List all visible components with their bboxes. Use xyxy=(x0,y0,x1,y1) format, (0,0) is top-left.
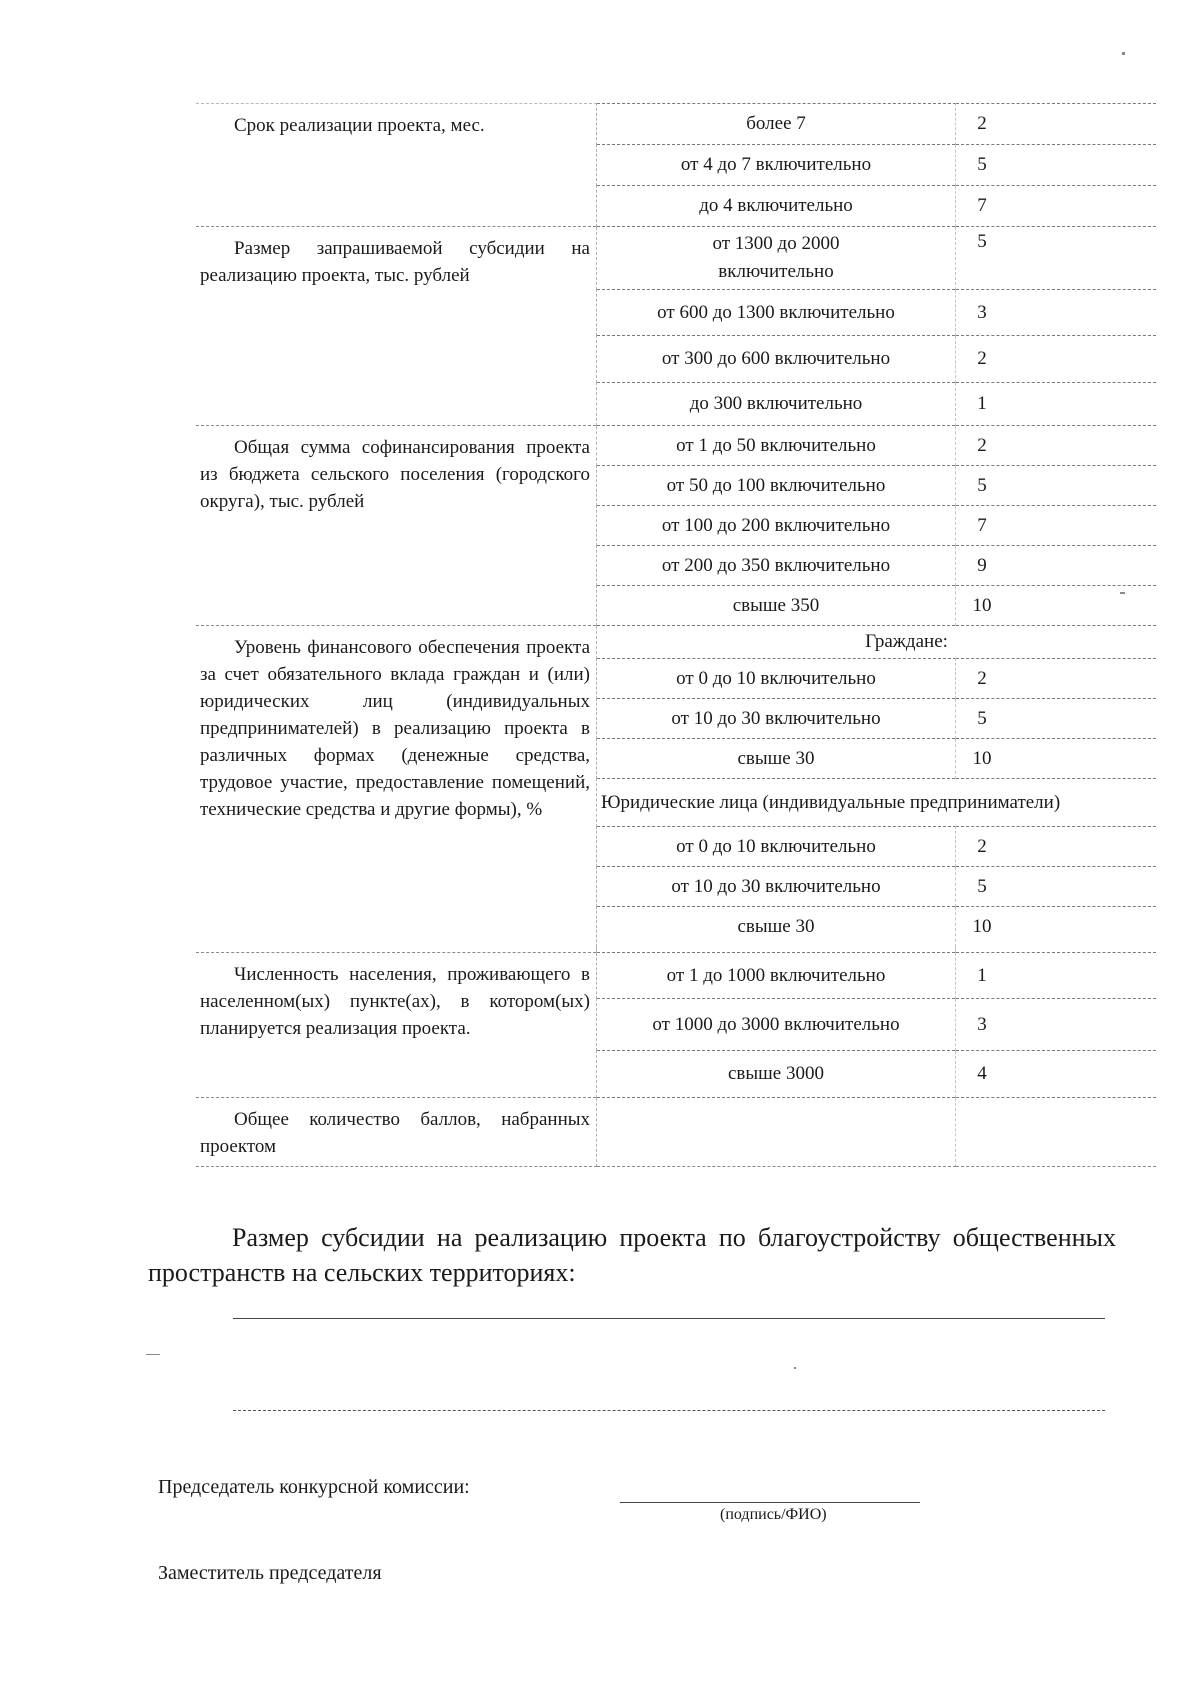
table-row xyxy=(196,953,1156,999)
chairman-signature-line xyxy=(620,1502,920,1503)
total-value-cell xyxy=(597,1098,956,1167)
range-cell: до 300 включительно xyxy=(597,383,956,426)
score-cell: 5 xyxy=(956,145,1157,186)
score-cell: 9 xyxy=(956,546,1157,586)
score-cell: 10 xyxy=(956,739,1157,779)
signature-caption: (подпись/ФИО) xyxy=(720,1506,827,1523)
scan-speck xyxy=(794,1367,796,1369)
table-row xyxy=(196,104,1156,145)
score-cell: 1 xyxy=(956,383,1157,426)
score-cell: 2 xyxy=(956,104,1157,145)
range-cell: до 4 включительно xyxy=(597,186,956,227)
score-cell: 5 xyxy=(956,466,1157,506)
range-cell: свыше 350 xyxy=(597,586,956,626)
table-row xyxy=(196,426,1156,466)
range-cell: от 100 до 200 включительно xyxy=(597,506,956,546)
score-cell: 10 xyxy=(956,907,1157,947)
score-cell: 7 xyxy=(956,506,1157,546)
scan-speck xyxy=(1122,52,1125,55)
range-cell: от 50 до 100 включительно xyxy=(597,466,956,506)
subsidy-paragraph: Размер субсидии на реализацию проекта по благоустройству общественных пространств на сельских территориях: xyxy=(148,1223,1116,1287)
range-cell: от 1000 до 3000 включительно xyxy=(597,999,956,1051)
subsidy-blank-line-1 xyxy=(233,1318,1105,1319)
total-label: Общее количество баллов, набранных проектом xyxy=(196,1098,597,1167)
range-cell: от 0 до 10 включительно xyxy=(597,659,956,699)
score-cell: 3 xyxy=(956,999,1157,1051)
score-cell: 2 xyxy=(956,827,1157,867)
range-cell: от 300 до 600 включительно xyxy=(597,336,956,383)
table-row xyxy=(196,227,1156,290)
criterion-name: Уровень финансового обеспечения проекта за счет обязательного вклада граждан и (или) юридических лиц (индивидуальных предпринимателей) в реализацию проекта в различных формах (денежные средства, трудовое участие, предоставление помещений, технические средства и другие формы), % xyxy=(196,626,597,953)
score-cell: 2 xyxy=(956,336,1157,383)
table-row xyxy=(196,626,1156,659)
score-cell: 2 xyxy=(956,659,1157,699)
subsidy-blank-line-2 xyxy=(233,1410,1105,1411)
range-cell: свыше 30 xyxy=(597,907,956,947)
score-cell: 1 xyxy=(956,953,1157,999)
range-cell: свыше 30 xyxy=(597,739,956,779)
deputy-label: Заместитель председателя xyxy=(158,1562,382,1584)
range-cell: от 200 до 350 включительно xyxy=(597,546,956,586)
total-score-cell xyxy=(956,1098,1157,1167)
chairman-label: Председатель конкурсной комиссии: xyxy=(158,1476,470,1498)
score-cell: 4 xyxy=(956,1051,1157,1098)
legal-entities-header: Юридические лица (индивидуальные предприниматели) xyxy=(597,779,1157,827)
range-cell: от 10 до 30 включительно xyxy=(597,699,956,739)
criteria-table xyxy=(196,103,1156,1167)
range-cell: от 1 до 1000 включительно xyxy=(597,953,956,999)
criterion-name: Численность населения, проживающего в населенном(ых) пункте(ах), в котором(ых) планируется реализация проекта. xyxy=(196,953,597,1098)
score-cell: 2 xyxy=(956,426,1157,466)
score-cell: 5 xyxy=(956,699,1157,739)
criterion-name: Срок реализации проекта, мес. xyxy=(196,104,597,227)
citizens-header: Граждане: xyxy=(597,626,1157,659)
range-cell: от 10 до 30 включительно xyxy=(597,867,956,907)
range-cell: от 4 до 7 включительно xyxy=(597,145,956,186)
range-cell: от 0 до 10 включительно xyxy=(597,827,956,867)
range-cell: от 600 до 1300 включительно xyxy=(597,290,956,336)
scan-speck xyxy=(1120,592,1125,594)
range-cell: от 1 до 50 включительно xyxy=(597,426,956,466)
criterion-name: Общая сумма софинансирования проекта из бюджета сельского поселения (городского округа), тыс. рублей xyxy=(196,426,597,626)
scan-speck xyxy=(146,1354,160,1355)
range-cell: свыше 3000 xyxy=(597,1051,956,1098)
criterion-name: Размер запрашиваемой субсидии на реализацию проекта, тыс. рублей xyxy=(196,227,597,426)
score-cell: 7 xyxy=(956,186,1157,227)
score-cell: 5 xyxy=(956,227,1157,290)
table-row xyxy=(196,1098,1156,1167)
range-cell: более 7 xyxy=(597,104,956,145)
range-cell: от 1300 до 2000 включительно xyxy=(597,227,956,290)
score-cell: 5 xyxy=(956,867,1157,907)
score-cell: 10 xyxy=(956,586,1157,626)
score-cell: 3 xyxy=(956,290,1157,336)
